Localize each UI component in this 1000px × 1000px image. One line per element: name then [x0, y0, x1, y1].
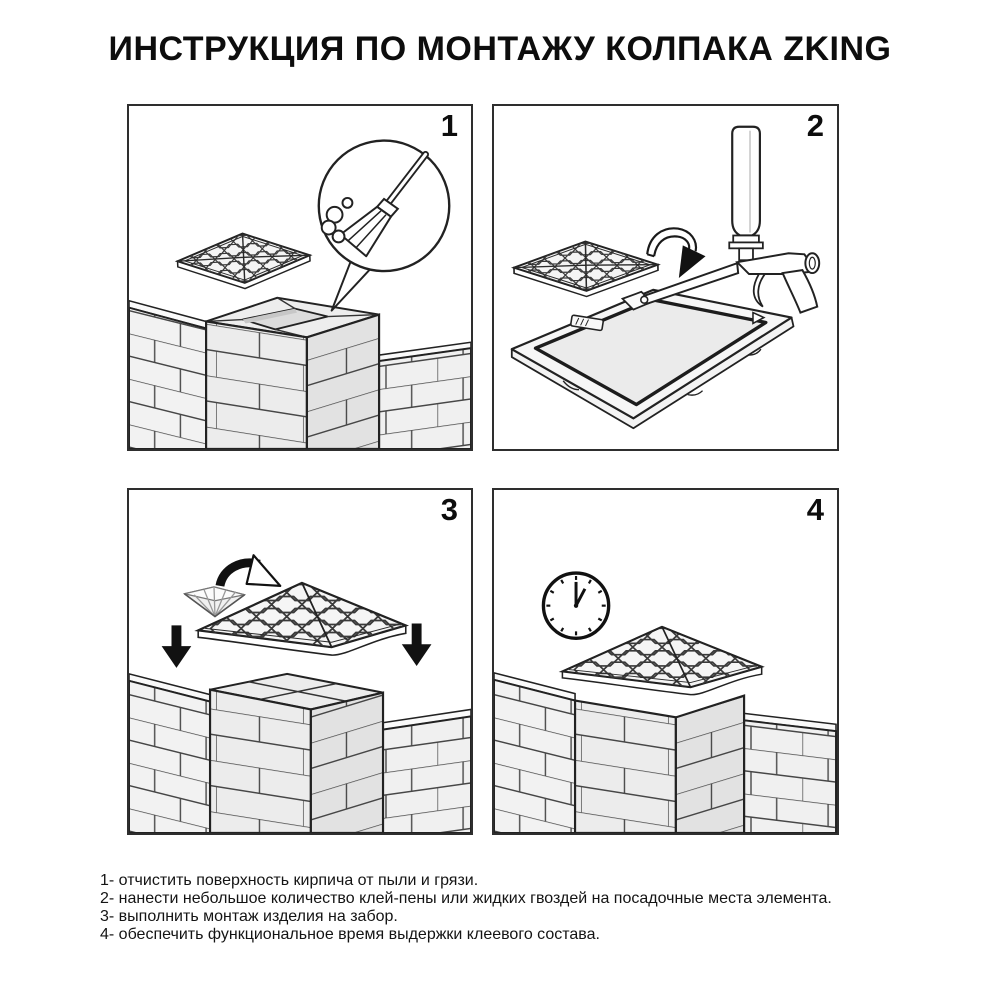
instruction-line-1: 1- отчистить поверхность кирпича от пыли и грязи. — [100, 872, 479, 889]
foam-gun-icon — [641, 127, 819, 313]
step-panel-1 — [127, 104, 473, 451]
pillar-cap-icon — [513, 240, 659, 298]
step-panel-2 — [492, 104, 839, 451]
brick-pillar — [210, 674, 383, 833]
flip-arrow-icon — [220, 555, 280, 586]
illustration-clean-pillar-broom — [129, 106, 471, 449]
page-title: ИНСТРУКЦИЯ ПО МОНТАЖУ КОЛПАКА ZKING — [108, 30, 892, 68]
step-panel-4 — [492, 488, 839, 835]
instruction-line-2: 2- нанести небольшое количество клей-пены или жидких гвоздей на посадочные места элемента. — [100, 890, 832, 907]
illustration-apply-adhesive — [494, 106, 837, 449]
instruction-line-3: 3- выполнить монтаж изделия на забор. — [100, 908, 398, 925]
clock-icon — [543, 573, 608, 638]
step-number: 1 — [440, 108, 458, 143]
pillar-cap-icon — [560, 627, 765, 695]
flipped-cap-tray — [512, 290, 794, 428]
illustration-finished-pillar — [494, 490, 837, 833]
step-panel-3 — [127, 488, 473, 835]
brick-pillar-with-cap — [560, 627, 765, 833]
illustration-mount-cap — [129, 490, 471, 833]
down-arrow-icon — [162, 625, 192, 668]
instruction-list — [100, 872, 832, 944]
step-number: 4 — [806, 492, 824, 527]
adhesive-canister — [732, 127, 760, 236]
step-number: 3 — [440, 492, 458, 527]
gun-handle — [783, 270, 818, 313]
brick-pillar-open-top — [206, 298, 379, 449]
pillar-cap-icon — [176, 231, 312, 292]
instruction-line-4: 4- обеспечить функциональное время выдержки клеевого состава. — [100, 926, 600, 943]
gun-trigger — [754, 274, 765, 307]
step-number: 2 — [806, 108, 824, 143]
